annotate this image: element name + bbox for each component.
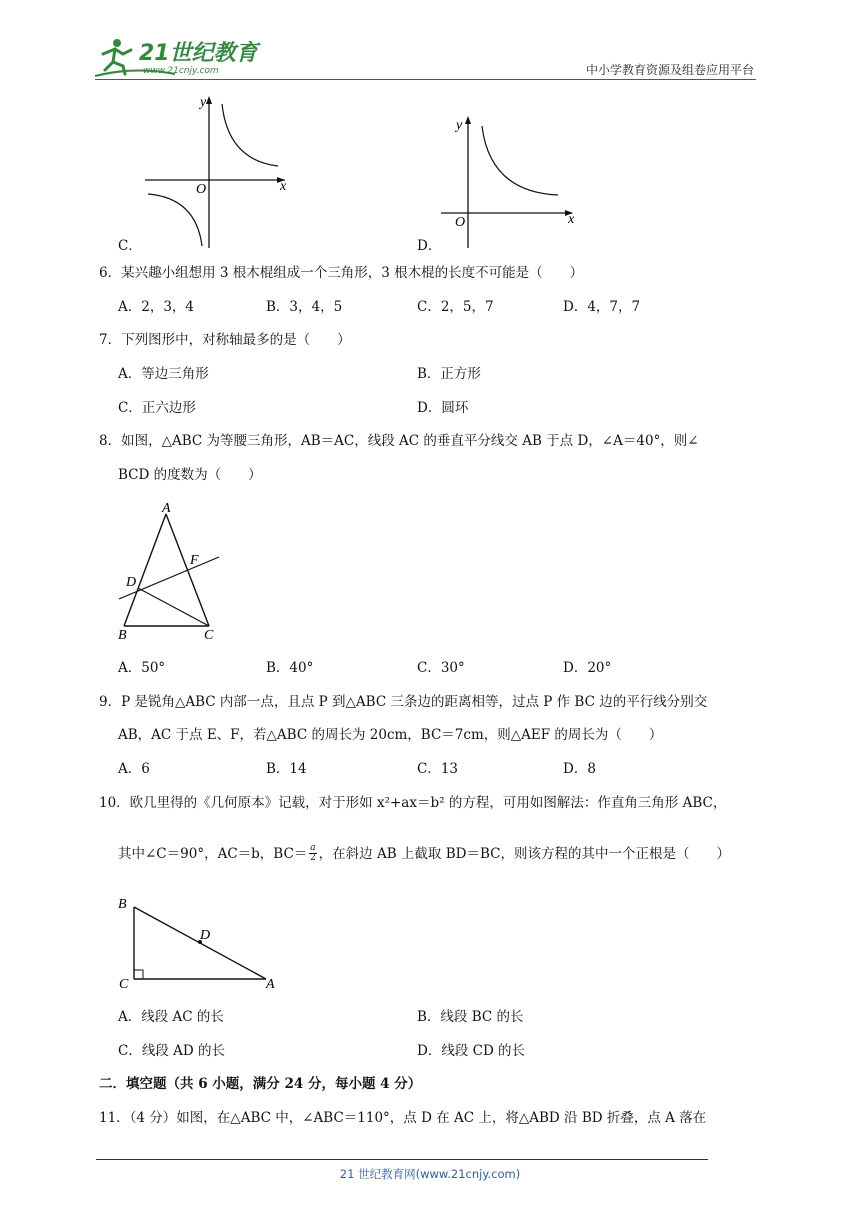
graph-d-x-label: x bbox=[568, 212, 575, 227]
graph-d-option-label: D． bbox=[417, 238, 442, 254]
graph-c-y-label: y bbox=[200, 95, 207, 110]
q10-option-d: D．线段 CD 的长 bbox=[417, 1043, 526, 1059]
q10-label-d: D bbox=[200, 928, 211, 943]
q9-stem-line1: 9．P 是锐角△ABC 内部一点，且点 P 到△ABC 三条边的距离相等，过点 P 作 BC 边的平行线分别交 bbox=[99, 694, 708, 710]
q7-option-c: C．正六边形 bbox=[118, 400, 196, 416]
q8-label-c: C bbox=[204, 628, 214, 643]
section-2-title: 二．填空题（共 6 小题，满分 24 分，每小题 4 分） bbox=[99, 1076, 422, 1092]
header-platform-text: 中小学教育资源及组卷应用平台 bbox=[585, 63, 754, 77]
q9-option-b: B．14 bbox=[266, 761, 307, 777]
site-logo bbox=[95, 36, 265, 80]
q7-option-b: B．正方形 bbox=[417, 366, 481, 382]
q7-option-d: D．圆环 bbox=[417, 400, 469, 416]
footer-site-link[interactable]: 21 世纪教育网(www.21cnjy.com) bbox=[339, 1167, 521, 1181]
q10-option-c: C．线段 AD 的长 bbox=[118, 1043, 225, 1059]
graph-c-x-label: x bbox=[280, 179, 287, 194]
q6-option-a: A．2，3，4 bbox=[118, 299, 195, 315]
graph-c-option-label: C． bbox=[118, 238, 142, 254]
graph-c bbox=[140, 92, 290, 250]
q10-label-c: C bbox=[119, 977, 129, 992]
q6-stem: 6．某兴趣小组想用 3 根木棍组成一个三角形，3 根木棍的长度不可能是（ ） bbox=[99, 265, 584, 281]
q10-stem-line2-part1: 其中∠C＝90°，AC＝b，BC＝ bbox=[118, 845, 308, 862]
logo-main-text: 21世纪教育 bbox=[139, 41, 258, 66]
q8-option-d: D．20° bbox=[563, 660, 612, 676]
q10-stem-line2 bbox=[118, 844, 730, 863]
q8-stem-line2: BCD 的度数为（ ） bbox=[118, 467, 262, 483]
q10-label-a: A bbox=[266, 977, 275, 992]
footer-divider bbox=[96, 1159, 708, 1160]
q10-option-a: A．线段 AC 的长 bbox=[118, 1009, 224, 1025]
header-divider bbox=[95, 79, 756, 80]
q7-option-a: A．等边三角形 bbox=[118, 366, 209, 382]
q10-label-b: B bbox=[118, 897, 127, 912]
graph-c-origin-label: O bbox=[196, 182, 207, 197]
q8-stem-line1: 8．如图，△ABC 为等腰三角形，AB＝AC，线段 AC 的垂直平分线交 AB 于点 D，∠A＝40°，则∠ bbox=[99, 433, 699, 449]
q8-triangle-figure bbox=[112, 498, 224, 644]
q9-option-c: C．13 bbox=[417, 761, 459, 777]
q10-stem-line1: 10．欧几里得的《几何原本》记载，对于形如 x²+ax＝b² 的方程，可用如图解法：作直角三角形 ABC， bbox=[99, 795, 727, 811]
q11-stem-line1: 11．（4 分）如图，在△ABC 中，∠ABC＝110°，点 D 在 AC 上，将△ABD 沿 BD 折叠，点 A 落在 bbox=[99, 1110, 707, 1126]
q10-right-triangle-figure bbox=[114, 892, 284, 992]
q10-stem-line2-part2: ，在斜边 AB 上截取 BD＝BC，则该方程的其中一个正根是（ ） bbox=[318, 845, 730, 862]
q10-frac-den: 2 bbox=[310, 853, 316, 863]
q8-option-c: C．30° bbox=[417, 660, 465, 676]
q8-option-b: B．40° bbox=[266, 660, 314, 676]
q10-option-b: B．线段 BC 的长 bbox=[417, 1009, 524, 1025]
q9-option-d: D．8 bbox=[563, 761, 596, 777]
q6-option-b: B．3，4，5 bbox=[266, 299, 343, 315]
q9-option-a: A．6 bbox=[118, 761, 150, 777]
q6-option-c: C．2，5，7 bbox=[417, 299, 494, 315]
q7-stem: 7．下列图形中，对称轴最多的是（ ） bbox=[99, 332, 351, 348]
q8-label-d: D bbox=[126, 575, 137, 590]
graph-d bbox=[438, 112, 578, 250]
graph-d-origin-label: O bbox=[455, 215, 466, 230]
logo-sub-text: www.21cnjy.com bbox=[143, 66, 219, 76]
runner-logo-icon bbox=[95, 36, 265, 80]
q6-option-d: D．4，7，7 bbox=[563, 299, 641, 315]
q8-label-b: B bbox=[118, 628, 127, 643]
q9-stem-line2: AB，AC 于点 E、F，若△ABC 的周长为 20cm，BC＝7cm，则△AEF 的周长为（ ） bbox=[118, 727, 663, 743]
q8-label-a: A bbox=[162, 501, 171, 516]
graph-d-y-label: y bbox=[456, 118, 463, 133]
q8-option-a: A．50° bbox=[118, 660, 166, 676]
q10-fraction bbox=[309, 844, 316, 863]
q8-label-f: F bbox=[190, 553, 199, 568]
q10-frac-num: a bbox=[310, 843, 316, 853]
